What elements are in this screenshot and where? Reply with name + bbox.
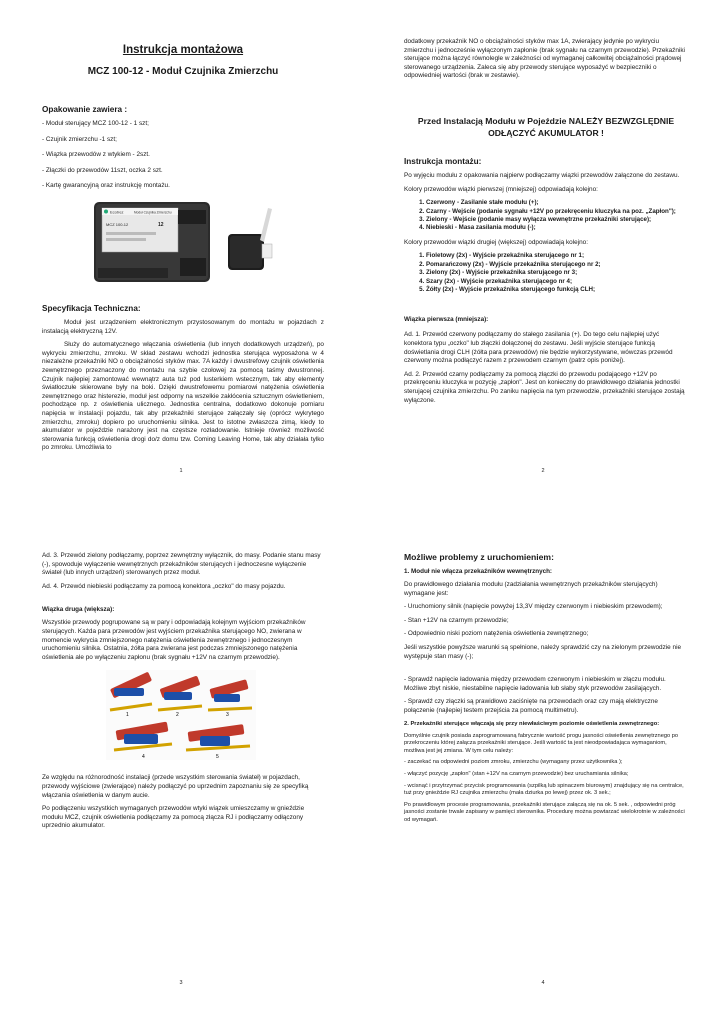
package-item: - Kartę gwarancyjną oraz instrukcję montażu. (42, 182, 170, 190)
page-3 (0, 512, 362, 1024)
procedure-step: - wcisnąć i przytrzymać przycisk programowania (szpilką lub spinaczem biurowym) znajdujący się na centralce, tuż przy gnieździe RJ czujnika zmierzchu (mała dziurka po lewej) przez ok. 3 sek.; (404, 782, 684, 797)
list-item: 1. Czerwony - Zasilanie stałe modułu (+); (426, 199, 688, 207)
list-item: 4. Niebieski - Masa zasilania modułu (-); (426, 224, 688, 232)
package-item: - Czujnik zmierzchu -1 szt; (42, 135, 117, 143)
problem1-text: Do prawidłowego działania modułu (zadziałania wewnętrznych przekaźników sterujących) wymagane jest: (404, 581, 658, 597)
page-number: 2 (541, 468, 545, 474)
check-voltage: - Sprawdź napięcie ładowania między przewodem czerwonym i niebieskim w złączu modułu. Możliwe zbyt niskie, niestabilne napięcie ładowania lub słaby styk przewodów zasilających. (404, 676, 666, 692)
diagram-step-label: 4 (142, 754, 145, 761)
package-item: - Złączki do przewodów 11szt, oczka 2 szt. (42, 166, 163, 174)
bundle2-paragraph: Wszystkie przewody pogrupowane są w pary i odpowiadają kolejnym wyjściom przekaźników sterujących. Każda para przewodów jest wyjściem przekaźnika sterującego NO, zwierana w momencie wykrycia zmniejszonego natężenia oświetlenia zewnętrznego i jednoczesnym uruchomieniu silnika. Ostatnia, żółta para zwierana jest podczas zmniejszonego natężenia oświetlenia ale po wyłączeniu zapłonu (brak sygnału +12V na czarnym przewodzie). (42, 619, 306, 661)
bundle2-heading: Wiązka druga (większa): (42, 606, 115, 614)
problem2-text: Domyślnie czujnik posiada zaprogramowaną fabrycznie wartość progu jasności oświetlenia zewnętrznego po przekroczeniu której załącza przekaźniki sterujące. Jeśli wartość ta jest nieodpowiadająca wymaganiom, możliwa jest jej zmiana. W tym celu należy: (404, 732, 679, 754)
ad3-paragraph: Ad. 3. Przewód zielony podłączamy, poprzez zewnętrzny wyłącznik, do masy. Podanie stanu masy (-), spowoduje wyłączenie wewnętrznych przekaźników sterujących i jednoczesne wyłączenie świateł (lub innych urządzeń) sterowanych przez moduł. (42, 552, 321, 577)
wire-list-large (404, 252, 688, 294)
page-number: 4 (541, 980, 545, 986)
procedure-step: - zaczekać na odpowiedni poziom zmroku, zmierzchu (wymagany przez użytkownika ); (404, 759, 623, 766)
list-item: 5. Żółty (2x) - Wyjście przekaźnika sterującego funkcją CLH; (426, 286, 688, 294)
doc-title: Instrukcja montażowa (122, 44, 244, 56)
final-step: Po podłączeniu wszystkich wymaganych przewodów wtyki wiązek umieszczamy w gnieździe modułu MCZ, czujnik oświetlenia podłączamy za pomocą złącza RJ i podłączamy odłączony uprzednio akumulator. (42, 805, 305, 830)
install-paragraph: Kolory przewodów wiązki pierwszej (mniejszej) odpowiadają kolejno: (404, 185, 598, 193)
device-brand: Ecotrez (110, 209, 124, 215)
requirement-item: - Uruchomiony silnik (napięcie powyżej 13,3V między czerwonym i niebieskim przewodem); (404, 603, 663, 611)
page-1 (0, 0, 362, 512)
page-4 (362, 512, 724, 1024)
diagram-step-label: 1 (126, 712, 129, 719)
problem1-note: Jeśli wszystkie powyższe warunki są spełnione, należy sprawdzić czy na zielonym przewodzie nie występuje stan masy (-); (404, 643, 682, 660)
list-item: 3. Zielony - Wejście (podanie masy wyłącza wewnętrzne przekaźniki sterujące); (426, 216, 688, 224)
requirement-item: - Stan +12V na czarnym przewodzie; (404, 616, 509, 624)
list-item: 3. Zielony (2x) - Wyjście przekaźnika sterującego nr 3; (426, 269, 688, 277)
troubleshooting-heading: Możliwe problemy z uruchomieniem: (404, 552, 554, 562)
package-list (42, 120, 324, 191)
install-paragraph: Kolory przewodów wiązki drugiej (większej) odpowiadają kolejno: (404, 238, 588, 246)
problem1-heading: 1. Moduł nie włącza przekaźników wewnętrznych: (404, 568, 553, 575)
package-item: - Moduł sterujący MCZ 100-12 - 1 szt; (42, 120, 149, 127)
requirement-item: - Odpowiednio niski poziom natężenia oświetlenia zewnętrznego; (404, 630, 589, 638)
wire-list-small (404, 199, 688, 233)
connector-diagram (106, 670, 256, 760)
page-number: 3 (179, 980, 183, 986)
wiring-note: Ze względu na różnorodność instalacji (przede wszystkim sterowania świateł) w pojazdach, przewody wyjściowe (zwierające) należy podłączyć po uprzednim zapoznaniu się ze specyfiką włączania oświetlenia w danym aucie. (42, 774, 309, 799)
package-item: - Wiązka przewodów z wtykiem - 2szt. (42, 151, 150, 159)
package-heading: Opakowanie zawiera : (42, 105, 128, 114)
list-item: 2. Pomarańczowy (2x) - Wyjście przekaźnika sterującego nr 2; (426, 261, 688, 269)
page-number: 1 (179, 468, 183, 474)
procedure-result: Po prawidłowym procesie programowania, przekaźniki sterujące załączą się na ok. 5 sek. , odpowiedni próg jasności zostanie trwale zapisany w pamięci sterownika. Procedurę można powtarzać wielokrotnie w zależności od wymagań. (404, 801, 685, 823)
device-code: MCZ 100-12 (106, 221, 129, 227)
page-2 (362, 0, 724, 512)
check-connectors: - Sprawdź czy złączki są prawidłowo zaciśnięte na przewodach oraz czy mają elektryczne połączenie (najlepiej testem przejścia za pomocą multimetru). (404, 698, 658, 714)
bundle1-heading: Wiązka pierwsza (mniejsza): (404, 316, 489, 324)
product-photo (92, 198, 282, 290)
continuation-paragraph: dodatkowy przekaźnik NO o obciążalności styków max 1A, zwierający jedynie po wykryciu zmierzchu i jednocześnie wyłączonym zapłonie (brak sygnału na czarnym przewodzie). Przekaźniki sterujące można łączyć równolegle w zależności od wymaganej całkowitej obciążalności prądowej sterowanego urządzenia. Zaleca się aby przewody sterujące wyposażyć w bezpieczniki o odpowiedniej wartości (brak w zestawie). (404, 38, 685, 80)
list-item: 4. Szary (2x) - Wyjście przekaźnika sterującego nr 4; (426, 278, 688, 286)
ad1-paragraph: Ad. 1. Przewód czerwony podłączamy do stałego zasilania (+). Do tego celu najlepiej użyć konektora typu „oczko" lub złączki dołączonej do zestawu. Jeśli wyjście sterujące funkcją doświetlania drogi CLH (żółta para przewodów) nie będzie wykorzystywane, wówczas przewód czerwony można podłączyć razem z przewodem czarnym (patrz opis poniżej). (404, 331, 673, 365)
battery-warning: Przed Instalacją Modułu w Pojeździe NALEŻY BEZWZGLĘDNIE ODŁĄCZYĆ AKUMULATOR ! (417, 115, 675, 138)
diagram-step-label: 2 (176, 712, 179, 719)
spec-heading: Specyfikacja Techniczna: (42, 303, 141, 313)
spec-paragraph: Służy do automatycznego włączania oświetlenia (lub innych dodatkowych urządzeń), po wykryciu zmierzchu, zmroku. W skład zestawu wchodzi jednostka sterująca wyposażona w 4 niezależne przekaźniki NO o obciążalności styków max. 7A każdy i dwustrefowy czujnik oświetlenia zewnętrznego przeznaczony do montażu na szybie czołowej za pomocą taśmy dwustronnej. Czujnik najlepiej zamontować wewnątrz auta tuż pod lusterkiem wstecznym, tak aby elementy światłoczułe skierowane były na boki. Dzięki dwustrefowemu pomiarowi natężenia oświetlenia zewnętrznego oraz histerezie, moduł jest odporny na wszelkie zakłócenia sztucznym oświetleniem, pochodzące np. z oświetlenia ulicznego. Jednostka centralna, dodatkowo dokonuje pomiaru napięcia w instalacji pojazdu, tak aby przekaźniki sterujące załączały się (oprócz wykrytego zmierzchu, zmroku) dopiero po uruchomieniu silnika. Jest to istotne zwłaszcza zimą, kiedy to akumulator w pojeździe narażony jest na częstsze rozładowanie. Istnieje również możliwość sterowania funkcją oświetlenia drogi do/z domu tzw. Coming Leaving Home, tak aby działała tylko po zmroku. Umożliwia to (42, 341, 324, 452)
install-paragraph: Po wyjęciu modułu z opakowania najpierw podłączamy wiązki przewodów załączone do zestawu. (404, 171, 680, 179)
install-heading: Instrukcja montażu: (404, 156, 482, 166)
diagram-step-label: 3 (226, 712, 229, 719)
list-item: 2. Czarny - Wejście (podanie sygnału +12V po przekręceniu kluczyka na poz. „Zapłon"); (426, 208, 688, 216)
doc-subtitle: MCZ 100-12 - Moduł Czujnika Zmierzchu (87, 66, 279, 77)
procedure-step: - włączyć pozycję „zapłon" (stan +12V na czarnym przewodzie) bez uruchamiania silnika; (404, 770, 629, 777)
device-number: 12 (158, 221, 164, 228)
ad2-paragraph: Ad. 2. Przewód czarny podłączamy za pomocą złączki do przewodu podającego +12V po przekręceniu kluczyka w pozycję „zapłon". Jest on konieczny do prawidłowego działania jednostki sterującej czujnika zmierzchu. Po zaniku napięcia na tym przewodzie, przekaźniki sterujące zostają wyłączone. (404, 370, 685, 404)
diagram-step-label: 5 (216, 754, 219, 761)
ad4-paragraph: Ad. 4. Przewód niebieski podłączamy za pomocą konektora „oczko" do masy pojazdu. (42, 582, 286, 590)
list-item: 1. Fioletowy (2x) - Wyjście przekaźnika sterującego nr 1; (426, 252, 688, 260)
spec-paragraph: Moduł jest urządzeniem elektronicznym przystosowanym do montażu w pojazdach z instalacją elektryczną 12V. (42, 318, 324, 335)
device-name: Moduł Czujnika Zmierzchu (134, 210, 172, 215)
problem2-heading: 2. Przekaźniki sterujące włączają się przy niewłaściwym poziomie oświetlenia zewnętrznego: (404, 720, 660, 727)
